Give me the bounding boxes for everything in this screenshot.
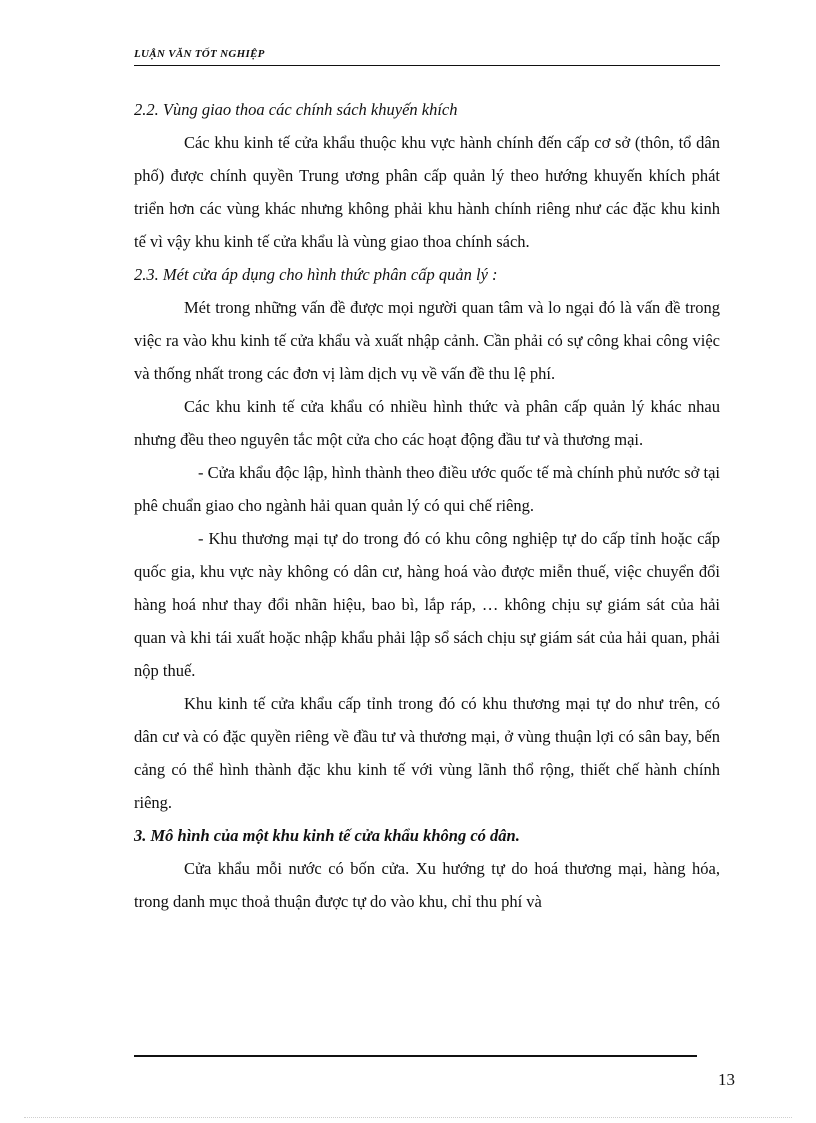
paragraph-2-3-a: Mét trong những vấn đề được mọi người quan tâm và lo ngại đó là vấn đề trong việc ra vào khu kinh tế cửa khẩu và xuất nhập cảnh. Cần phải có sự công khai công việc và thống nhất trong các đơn vị làm dịch vụ về vấn đề thu lệ phí. (134, 298, 720, 383)
page-edge-dotted-line (24, 1117, 792, 1118)
bullet-item-1: - Cửa khẩu độc lập, hình thành theo điều ước quốc tế mà chính phủ nước sở tại phê chuẩn giao cho ngành hải quan quản lý có qui chế riêng. (134, 463, 720, 515)
running-header: LUẬN VĂN TỐT NGHIỆP (134, 48, 265, 60)
paragraph-2-3-b: Các khu kinh tế cửa khẩu có nhiều hình thức và phân cấp quản lý khác nhau nhưng đều theo nguyên tắc một cửa cho các hoạt động đầu tư và thương mại. (134, 397, 720, 449)
paragraph-2-3-c: Khu kinh tế cửa khẩu cấp tỉnh trong đó có khu thương mại tự do như trên, có dân cư và có đặc quyền riêng về đầu tư và thương mại, ở vùng thuận lợi có sân bay, bến cảng có thể hình thành đặc khu kinh tế với vùng lãnh thổ rộng, thiết chế hành chính riêng. (134, 694, 720, 812)
paragraph-3: Cửa khẩu mỗi nước có bốn cửa. Xu hướng tự do hoá thương mại, hàng hóa, trong danh mục thoả thuận được tự do vào khu, chỉ thu phí và (134, 859, 720, 911)
footer-rule (134, 1055, 697, 1057)
paragraph-2-2: Các khu kinh tế cửa khẩu thuộc khu vực hành chính đến cấp cơ sở (thôn, tổ dân phố) được chính quyền Trung ương phân cấp quản lý theo hướng khuyến khích phát triển hơn các vùng khác nhưng không phải khu hành chính riêng như các đặc khu kinh tế vì vậy khu kinh tế cửa khẩu là vùng giao thoa chính sách. (134, 133, 720, 251)
page-number: 13 (718, 1070, 735, 1089)
section-heading-2-3: 2.3. Mét cửa áp dụng cho hình thức phân cấp quản lý : (134, 265, 498, 284)
page-body (134, 93, 720, 918)
section-heading-3: 3. Mô hình của một khu kinh tế cửa khẩu không có dân. (134, 826, 520, 845)
bullet-item-2: - Khu thương mại tự do trong đó có khu công nghiệp tự do cấp tỉnh hoặc cấp quốc gia, khu vực này không có dân cư, hàng hoá vào được miễn thuế, việc chuyển đổi hàng hoá như thay đổi nhãn hiệu, bao bì, lắp ráp, … không chịu sự giám sát của hải quan và khi tái xuất hoặc nhập khẩu phải lập sổ sách chịu sự giám sát của hải quan, phải nộp thuế. (134, 529, 720, 680)
header-rule (134, 65, 720, 66)
section-heading-2-2: 2.2. Vùng giao thoa các chính sách khuyến khích (134, 100, 458, 119)
